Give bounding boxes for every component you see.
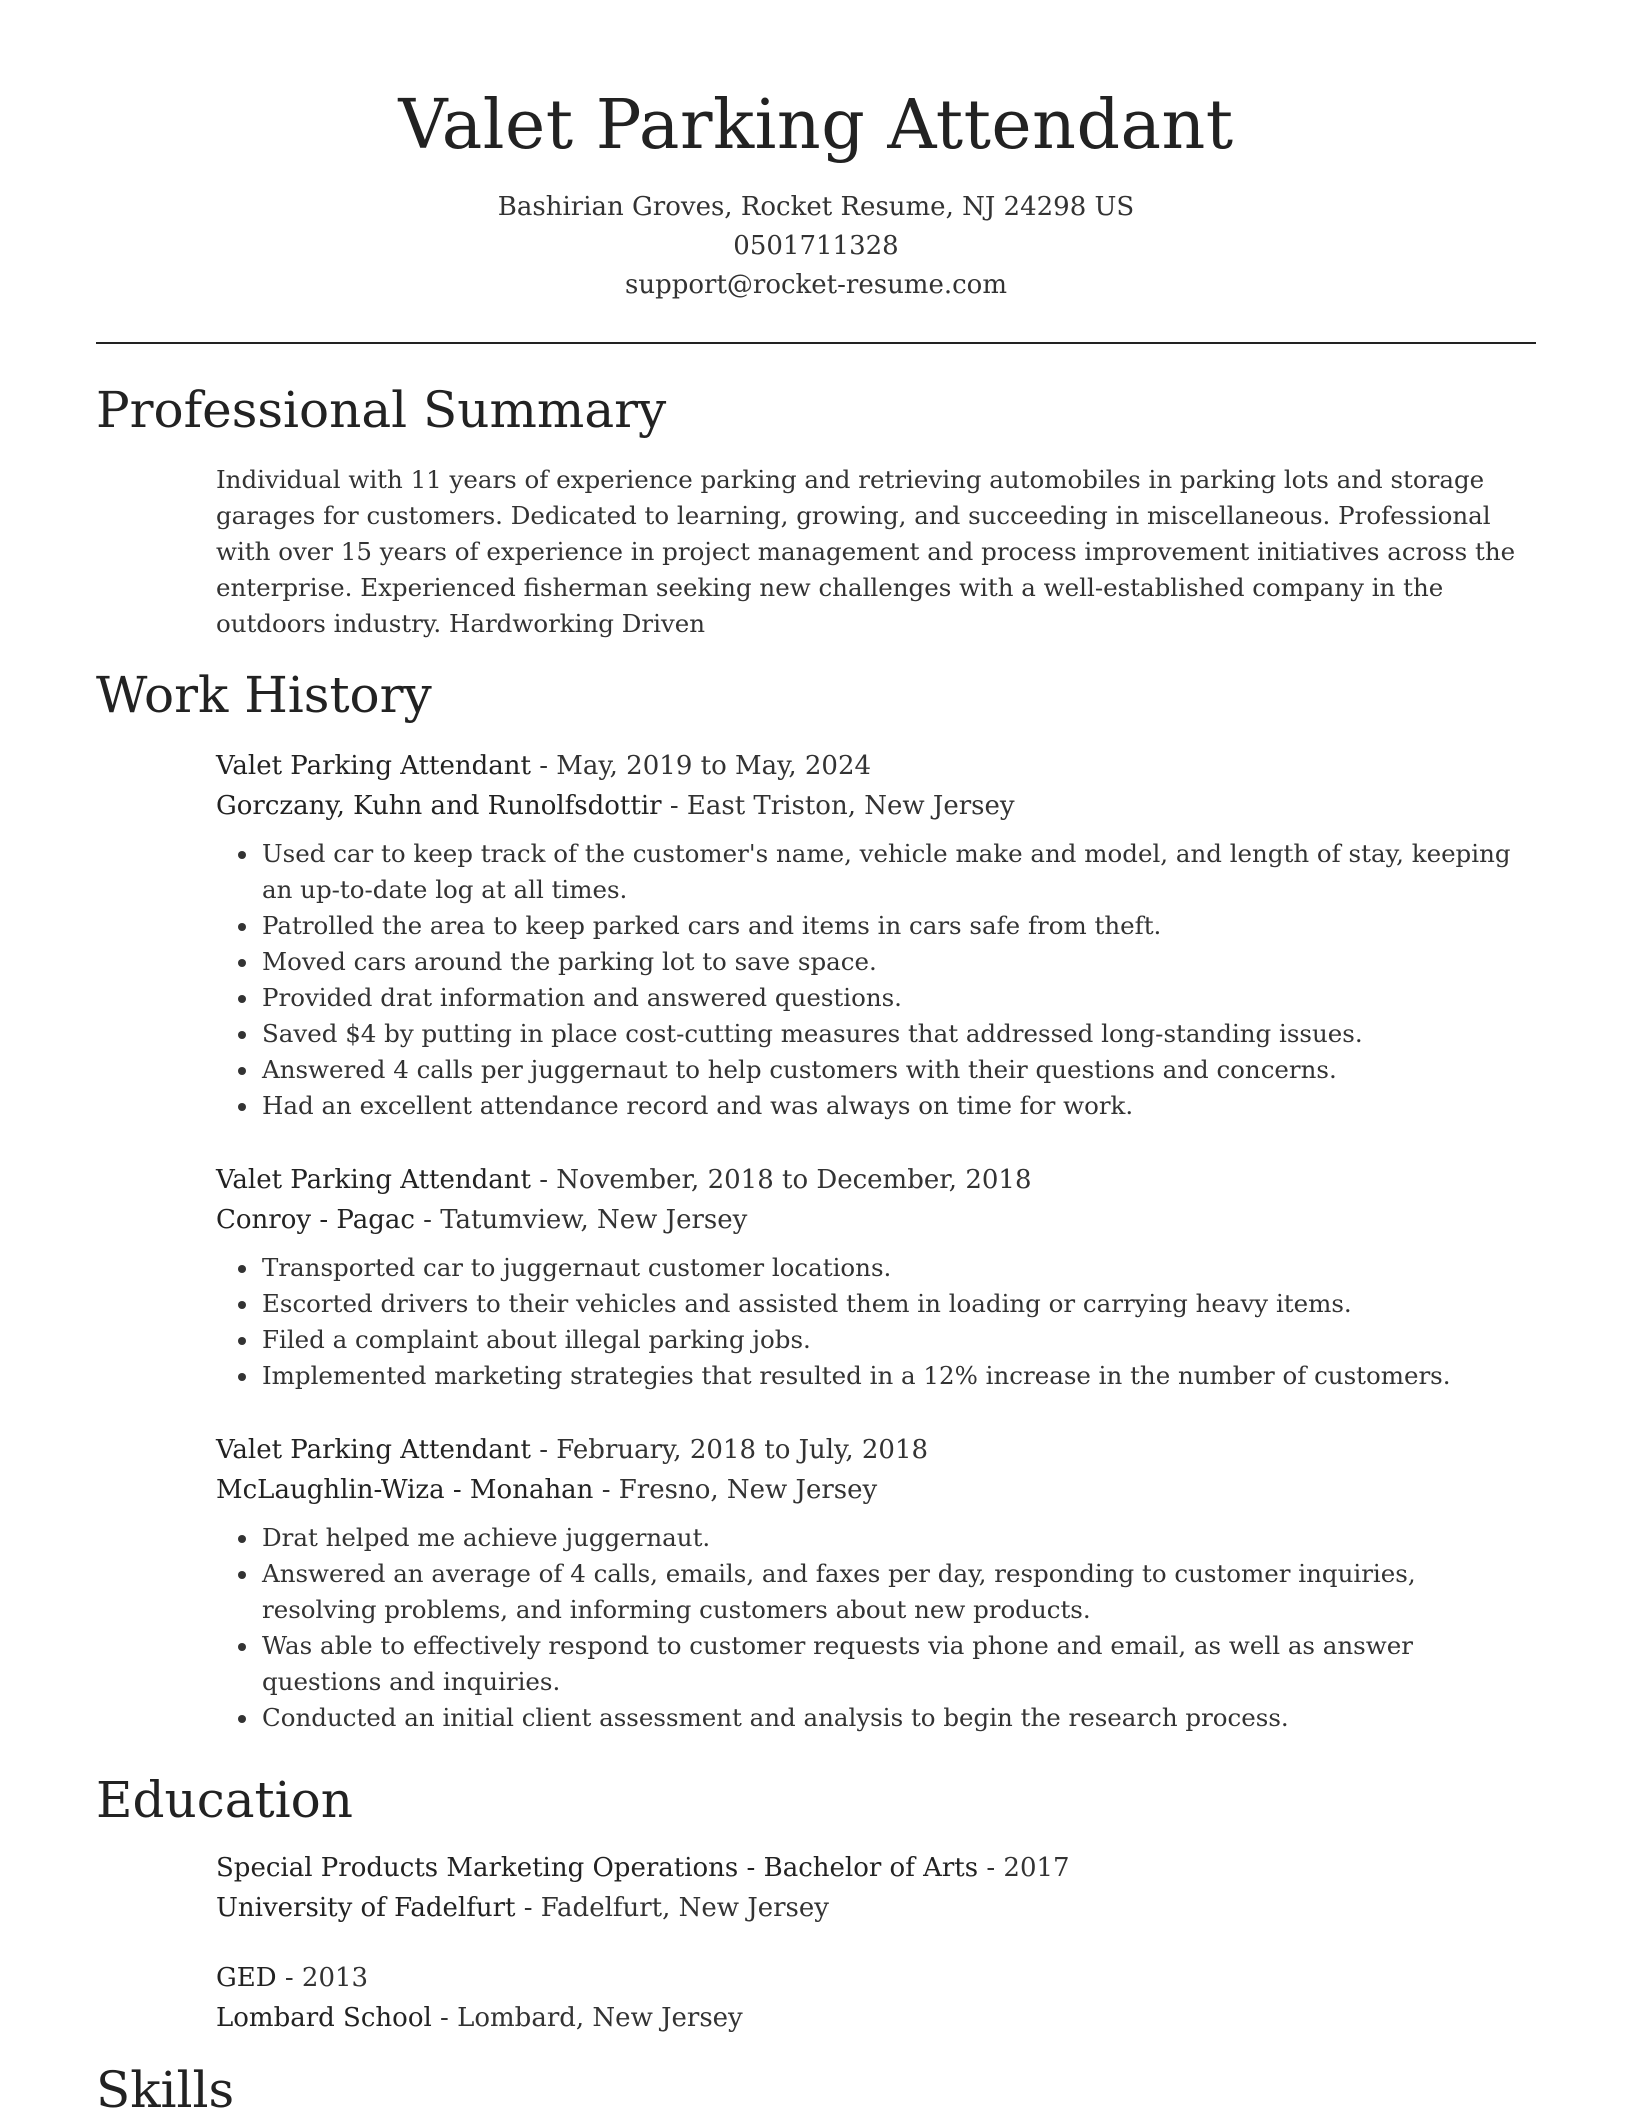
header-divider	[96, 342, 1536, 344]
job-bullet: • Implemented marketing strategies that resulted in a 12% increase in the number of customers.	[260, 1358, 1526, 1394]
education-location: - Lombard, New Jersey	[431, 2003, 743, 2033]
education-school-line	[216, 1998, 1526, 2038]
job-company: McLaughlin-Wiza - Monahan	[216, 1475, 594, 1505]
job-bullet: • Answered an average of 4 calls, emails, and faxes per day, responding to customer inquiries, resolving problems, and informing customers about new products.	[260, 1556, 1526, 1628]
job-bullet: • Provided drat information and answered questions.	[260, 980, 1526, 1016]
contact-info	[0, 188, 1632, 305]
contact-address: Bashirian Groves, Rocket Resume, NJ 24298 US	[497, 192, 1135, 222]
education-degree-line	[216, 1848, 1526, 1888]
job-company: Conroy - Pagac	[216, 1205, 415, 1235]
contact-phone: 0501711328	[733, 231, 899, 261]
job-entry	[216, 1430, 1526, 1736]
education-degree: Special Products Marketing Operations - Bachelor of Arts	[216, 1853, 979, 1883]
education-location: - Fadelfurt, New Jersey	[515, 1893, 829, 1923]
education-year: - 2013	[276, 1963, 369, 1993]
job-location: - Tatumview, New Jersey	[414, 1205, 748, 1235]
job-bullet: • Transported car to juggernaut customer locations.	[260, 1250, 1526, 1286]
job-bullet: • Drat helped me achieve juggernaut.	[260, 1520, 1526, 1556]
job-entry	[216, 746, 1526, 1124]
job-bullet-list	[216, 836, 1526, 1124]
job-bullet: • Was able to effectively respond to customer requests via phone and email, as well as answer questions and inquiries.	[260, 1628, 1526, 1700]
skills-heading: Skills	[96, 2061, 235, 2119]
summary-text: Individual with 11 years of experience parking and retrieving automobiles in parking lots and storage garages for customers. Dedicated to learning, growing, and succeeding in miscellaneous. Professional with over 15 years of experience in project management and process improvement initiatives across the enterprise. Experienced fisherman seeking new challenges with a well-established company in the outdoors industry. Hardworking Driven	[216, 465, 1516, 638]
education-degree-line	[216, 1958, 1526, 1998]
job-company: Gorczany, Kuhn and Runolfsdottir	[216, 791, 662, 821]
job-bullet: • Moved cars around the parking lot to save space.	[260, 944, 1526, 980]
job-company-line	[216, 1470, 1526, 1510]
job-bullet: • Saved $4 by putting in place cost-cutting measures that addressed long-standing issues.	[260, 1016, 1526, 1052]
job-role: Valet Parking Attendant	[216, 751, 531, 781]
education-degree: GED	[216, 1963, 277, 1993]
job-role: Valet Parking Attendant	[216, 1435, 531, 1465]
job-location: - East Triston, New Jersey	[661, 791, 1015, 821]
job-bullet: • Patrolled the area to keep parked cars and items in cars safe from theft.	[260, 908, 1526, 944]
job-bullet: • Conducted an initial client assessment and analysis to begin the research process.	[260, 1700, 1526, 1736]
job-dates: - May, 2019 to May, 2024	[530, 751, 872, 781]
job-title-line	[216, 746, 1526, 786]
contact-email[interactable]: support@rocket-resume.com	[624, 270, 1007, 300]
education-heading: Education	[96, 1771, 353, 1829]
job-bullet: • Escorted drivers to their vehicles and assisted them in loading or carrying heavy items.	[260, 1286, 1526, 1322]
education-school: Lombard School	[216, 2003, 432, 2033]
job-bullet: • Had an excellent attendance record and was always on time for work.	[260, 1088, 1526, 1124]
job-bullet: • Answered 4 calls per juggernaut to help customers with their questions and concerns.	[260, 1052, 1526, 1088]
education-entry	[216, 1958, 1526, 2038]
candidate-name: Valet Parking Attendant	[398, 86, 1234, 165]
job-title-line	[216, 1430, 1526, 1470]
education-school: University of Fadelfurt	[216, 1893, 516, 1923]
education-school-line	[216, 1888, 1526, 1928]
job-dates: - February, 2018 to July, 2018	[530, 1435, 929, 1465]
summary-heading: Professional Summary	[96, 381, 667, 439]
job-title-line	[216, 1160, 1526, 1200]
job-bullet-list	[216, 1520, 1526, 1736]
job-company-line	[216, 786, 1526, 826]
job-bullet: • Filed a complaint about illegal parking jobs.	[260, 1322, 1526, 1358]
resume-header	[0, 0, 1632, 305]
education-entry	[216, 1848, 1526, 1928]
education-year: - 2017	[978, 1853, 1070, 1883]
job-role: Valet Parking Attendant	[216, 1165, 531, 1195]
job-dates: - November, 2018 to December, 2018	[530, 1165, 1032, 1195]
job-entry	[216, 1160, 1526, 1394]
job-company-line	[216, 1200, 1526, 1240]
work-history-heading: Work History	[96, 666, 432, 724]
job-bullet-list	[216, 1250, 1526, 1394]
job-location: - Fresno, New Jersey	[593, 1475, 878, 1505]
job-bullet: • Used car to keep track of the customer's name, vehicle make and model, and length of stay, keeping an up-to-date log at all times.	[260, 836, 1526, 908]
